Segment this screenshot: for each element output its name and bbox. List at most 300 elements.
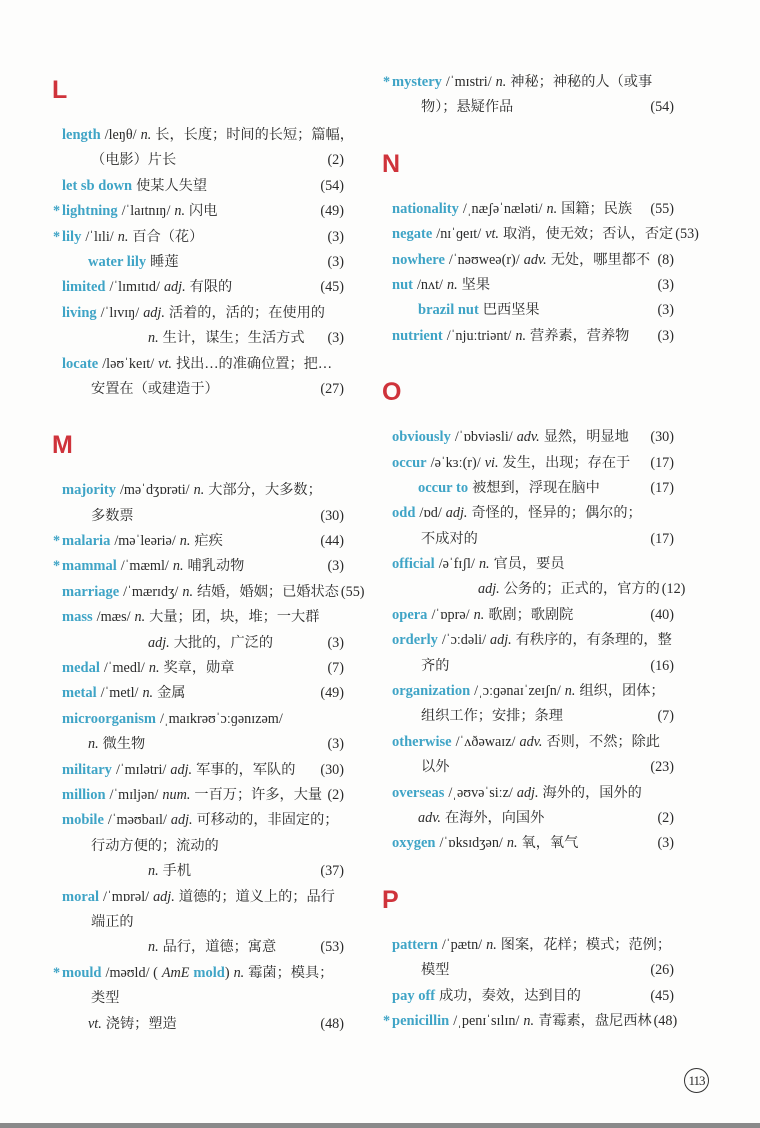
glossary-entry-line xyxy=(56,605,344,630)
entry-text xyxy=(392,679,674,704)
unit-reference: (27) xyxy=(320,380,344,397)
definition: 活着的，活的；在使用的 xyxy=(168,304,325,321)
glossary-entry-line xyxy=(383,70,674,95)
headword: obviously xyxy=(392,429,451,446)
definition: 在海外，向国外 xyxy=(444,809,545,826)
phonetic: /məˈleəriə/ xyxy=(114,533,176,550)
asterisk-marker: * xyxy=(383,1012,391,1029)
part-of-speech: n. xyxy=(546,200,558,217)
glossary-entry-line xyxy=(386,476,674,501)
headword: medal xyxy=(62,660,100,677)
entry-text xyxy=(392,1009,652,1034)
definition: 行动方便的；流动的 xyxy=(91,837,219,854)
definition: 睡莲 xyxy=(150,253,179,270)
glossary-entry-line xyxy=(56,631,344,656)
entry-text xyxy=(88,732,325,757)
glossary-entry-line xyxy=(386,577,686,602)
part-of-speech: adj. xyxy=(490,632,512,649)
headword: odd xyxy=(392,505,416,522)
glossary-entry-line xyxy=(386,603,674,628)
part-of-speech: n. xyxy=(140,127,152,143)
headword: let sb down xyxy=(62,177,133,194)
letter-section-heading xyxy=(52,47,344,123)
phonetic: /ˈpætn/ xyxy=(441,936,483,953)
definition: 使某人失望 xyxy=(136,177,208,194)
unit-reference: (7) xyxy=(657,708,674,725)
phonetic: /ɒd/ xyxy=(419,505,442,522)
part-of-speech: n. xyxy=(182,583,193,600)
headword: official xyxy=(392,556,435,573)
headword: organization xyxy=(392,683,471,700)
definition: 公务的；正式的，官方的 xyxy=(503,581,660,598)
phonetic: /ˈlɪli/ xyxy=(85,228,114,245)
entry-text xyxy=(418,654,648,679)
glossary-entry-line xyxy=(56,377,344,402)
phonetic: /ˈmærɪdʒ/ xyxy=(123,583,179,600)
definition: 组织工作；安排；条理 xyxy=(421,708,563,725)
entry-text xyxy=(62,199,318,224)
entry-text xyxy=(392,70,674,95)
entry-text xyxy=(62,301,344,326)
definition: 模型 xyxy=(421,962,450,979)
definition: 显然，明显地 xyxy=(543,429,629,446)
entry-text xyxy=(62,707,344,732)
definition: 找出…的准确位置；把… xyxy=(175,355,333,372)
headword: majority xyxy=(62,482,116,499)
headword: pattern xyxy=(392,936,438,953)
entry-text xyxy=(392,425,648,450)
glossary-entry-line xyxy=(386,654,674,679)
phonetic: /ˌpenɪˈsɪlɪn/ xyxy=(453,1012,520,1029)
entry-text xyxy=(418,704,655,729)
glossary-entry-line xyxy=(56,707,344,732)
entry-text xyxy=(62,123,354,148)
unit-reference: (3) xyxy=(327,558,344,575)
headword: otherwise xyxy=(392,733,452,750)
phonetic: /ˈʌðəwaɪz/ xyxy=(455,733,516,750)
glossary-entry-line xyxy=(56,174,344,199)
glossary-entry-line xyxy=(56,580,365,605)
definition: 神秘；神秘的人（或事 xyxy=(510,74,653,90)
headword: living xyxy=(62,304,97,321)
glossary-entry-line xyxy=(383,1009,678,1034)
unit-reference: (30) xyxy=(320,761,344,778)
definition: 大量；团，块，堆；一大群 xyxy=(149,609,320,626)
phonetic: /məʊld/ ( xyxy=(105,964,158,981)
entry-text xyxy=(62,605,344,630)
glossary-entry-line xyxy=(386,933,674,958)
headword: mold xyxy=(193,964,225,981)
definition: 成功，奏效，达到目的 xyxy=(439,987,581,1004)
phonetic: /ˈmæml/ xyxy=(120,558,169,575)
glossary-entry-line xyxy=(56,859,344,884)
headword: limited xyxy=(62,279,106,296)
definition: 无处，哪里都不 xyxy=(550,251,651,268)
glossary-entry-line xyxy=(56,834,344,859)
part-of-speech: adj. xyxy=(170,761,193,778)
entry-text xyxy=(88,504,318,529)
definition: 氧，氧气 xyxy=(521,835,579,852)
part-of-speech: adv. xyxy=(519,733,543,750)
entry-text xyxy=(62,352,344,377)
headword: occur to xyxy=(418,479,469,496)
entry-text xyxy=(88,250,325,275)
headword: mystery xyxy=(392,74,442,90)
phonetic: /ˈlaɪtnɪŋ/ xyxy=(121,203,171,220)
part-of-speech: vt. xyxy=(158,355,172,372)
unit-reference: (44) xyxy=(320,533,344,550)
entry-text xyxy=(392,933,674,958)
entry-text xyxy=(62,174,318,199)
glossary-entry-line xyxy=(386,628,674,653)
definition: 歌剧；歌剧院 xyxy=(488,606,574,623)
entry-text xyxy=(62,580,339,605)
part-of-speech: n. xyxy=(506,835,518,852)
part-of-speech: n. xyxy=(515,327,527,344)
glossary-entry-line xyxy=(56,504,344,529)
glossary-entry-line xyxy=(56,808,344,833)
unit-reference: (54) xyxy=(320,177,344,194)
definition: 结婚，婚姻；已婚状态 xyxy=(196,583,339,600)
part-of-speech: n. xyxy=(564,683,576,700)
unit-reference: (12) xyxy=(661,581,686,598)
asterisk-marker: * xyxy=(53,964,61,981)
phonetic: /ˈnəʊweə(r)/ xyxy=(448,251,520,268)
definition: 手机 xyxy=(162,863,192,880)
phonetic: ) xyxy=(224,964,230,981)
asterisk-marker: * xyxy=(53,228,61,245)
part-of-speech: adv. xyxy=(418,809,441,826)
glossary-entry-line xyxy=(386,222,699,247)
unit-reference: (3) xyxy=(327,228,344,245)
glossary-entry-line xyxy=(386,781,674,806)
entry-text xyxy=(148,326,325,351)
headword: million xyxy=(62,786,106,803)
definition: 取消，使无效；否认，否定 xyxy=(502,226,674,243)
headword: overseas xyxy=(392,784,445,801)
unit-reference: (3) xyxy=(657,302,674,319)
part-of-speech: n. xyxy=(179,533,191,550)
definition: 国籍；民族 xyxy=(561,200,633,217)
part-of-speech: adv. xyxy=(523,251,547,268)
phonetic: /ˈlɪmɪtɪd/ xyxy=(109,279,160,296)
glossary-column-right xyxy=(382,70,699,1034)
phonetic: /nʌt/ xyxy=(416,276,443,293)
phonetic: /ˈmɪljən/ xyxy=(109,786,159,803)
unit-reference: (48) xyxy=(653,1012,678,1029)
phonetic: /ˈɒbviəsli/ xyxy=(454,429,513,446)
unit-reference: (45) xyxy=(650,987,674,1004)
phonetic: /ləʊˈkeɪt/ xyxy=(102,355,155,372)
glossary-entry-line xyxy=(56,478,344,503)
headword: moral xyxy=(62,888,100,905)
entry-text xyxy=(392,248,655,273)
phonetic: /ˌmaɪkrəʊˈɔːɡənɪzəm/ xyxy=(159,710,283,727)
phonetic: /ˈmɒrəl/ xyxy=(103,888,150,905)
letter-heading-text: L xyxy=(52,76,68,104)
entry-text xyxy=(392,451,648,476)
glossary-entry-line xyxy=(53,529,344,554)
definition: 长，长度；时间的长短；篇幅， xyxy=(155,127,354,143)
phonetic: /ˈɒksɪdʒən/ xyxy=(439,835,503,852)
definition: 有限的 xyxy=(189,279,233,296)
phonetic: /məˈdʒɒrəti/ xyxy=(119,482,190,499)
phonetic: /ˈmɪstri/ xyxy=(445,74,492,90)
definition: 营养素，营养物 xyxy=(530,327,630,344)
part-of-speech: adj. xyxy=(148,634,170,651)
headword: oxygen xyxy=(392,835,436,852)
definition: 巴西坚果 xyxy=(482,302,540,319)
entry-text xyxy=(88,148,325,173)
headword: nutrient xyxy=(392,327,443,344)
entry-text xyxy=(392,273,655,298)
definition: 大批的，广泛的 xyxy=(173,634,274,651)
unit-reference: (23) xyxy=(650,759,674,776)
page-edge xyxy=(0,1123,760,1128)
unit-reference: (2) xyxy=(327,152,344,169)
definition: 被想到，浮现在脑中 xyxy=(472,479,600,496)
glossary-entry-line xyxy=(56,250,344,275)
glossary-entry-line xyxy=(53,225,344,250)
entry-text xyxy=(62,656,325,681)
unit-reference: (53) xyxy=(675,226,699,243)
glossary-entry-line xyxy=(386,755,674,780)
entry-text xyxy=(88,377,318,402)
headword: marriage xyxy=(62,583,120,600)
part-of-speech: num. xyxy=(162,786,191,803)
unit-reference: (3) xyxy=(657,835,674,852)
headword: lightning xyxy=(62,203,118,220)
entry-text xyxy=(62,275,318,300)
definition: 金属 xyxy=(157,685,186,702)
unit-reference: (3) xyxy=(657,276,674,293)
part-of-speech: vt. xyxy=(485,226,499,243)
glossary-entry-line xyxy=(386,248,674,273)
glossary-entry-line xyxy=(386,806,674,831)
glossary-entry-line xyxy=(56,910,344,935)
entry-text xyxy=(88,1012,318,1037)
headword: orderly xyxy=(392,632,438,649)
headword: mobile xyxy=(62,812,104,829)
entry-text xyxy=(62,681,318,706)
unit-reference: (48) xyxy=(320,1015,344,1032)
asterisk-marker: * xyxy=(53,558,61,575)
definition: 一百万；许多，大量 xyxy=(194,786,323,803)
headword: length xyxy=(62,127,101,143)
glossary-entry-line xyxy=(56,986,344,1011)
unit-reference: (2) xyxy=(327,786,344,803)
unit-reference: (7) xyxy=(327,660,344,677)
glossary-entry-line xyxy=(386,831,674,856)
phonetic: /ˈmedl/ xyxy=(103,660,145,677)
unit-reference: (55) xyxy=(650,200,674,217)
part-of-speech: adv. xyxy=(516,429,540,446)
unit-reference: (30) xyxy=(320,507,344,524)
glossary-entry-line xyxy=(56,352,344,377)
entry-text xyxy=(392,984,648,1009)
glossary-column-left xyxy=(52,47,365,1037)
glossary-entry-line xyxy=(386,501,674,526)
entry-text xyxy=(148,859,318,884)
part-of-speech: n. xyxy=(88,736,99,753)
entry-text xyxy=(88,986,344,1011)
letter-heading-text: O xyxy=(382,378,402,407)
definition: 有秩序的，有条理的，整 xyxy=(515,632,672,649)
glossary-entry-line xyxy=(56,681,344,706)
part-of-speech: n. xyxy=(233,964,245,981)
glossary-entry-line xyxy=(53,199,344,224)
part-of-speech: adj. xyxy=(516,784,539,801)
glossary-entry-line xyxy=(386,679,674,704)
glossary-entry-line xyxy=(386,197,674,222)
entry-text xyxy=(418,755,648,780)
headword: metal xyxy=(62,685,97,702)
headword: malaria xyxy=(62,533,111,550)
part-of-speech: n. xyxy=(148,863,159,880)
entry-text xyxy=(392,781,674,806)
entry-text xyxy=(148,631,325,656)
entry-text xyxy=(392,197,648,222)
definition: 霉菌；模具； xyxy=(248,964,334,981)
definition: 军事的，军队的 xyxy=(196,761,296,778)
glossary-entry-line xyxy=(56,935,344,960)
entry-text xyxy=(62,758,318,783)
definition: 物）；悬疑作品 xyxy=(421,99,514,116)
unit-reference: (17) xyxy=(650,479,674,496)
definition: 安置在（或建造于） xyxy=(91,380,219,397)
unit-reference: (3) xyxy=(657,327,674,344)
phonetic: /ˌəʊvəˈsiːz/ xyxy=(448,784,513,801)
headword: pay off xyxy=(392,987,436,1004)
unit-reference: (49) xyxy=(320,685,344,702)
part-of-speech: n. xyxy=(134,609,146,626)
phonetic: /ˈnjuːtriənt/ xyxy=(446,327,512,344)
page-number: 113 xyxy=(684,1068,709,1093)
headword: opera xyxy=(392,606,428,623)
unit-reference: (40) xyxy=(650,606,674,623)
definition: 道德的；道义上的；品行 xyxy=(178,888,335,905)
definition: 疟疾 xyxy=(194,533,223,550)
entry-text xyxy=(392,628,674,653)
glossary-entry-line xyxy=(386,552,674,577)
entry-text xyxy=(62,478,344,503)
headword: mass xyxy=(62,609,93,626)
entry-text xyxy=(392,603,648,628)
phonetic: /ˈlɪvɪŋ/ xyxy=(100,304,140,321)
definition: 官员，要员 xyxy=(493,556,565,573)
glossary-entry-line xyxy=(56,885,344,910)
part-of-speech: n. xyxy=(193,482,205,499)
entry-text xyxy=(418,298,655,323)
part-of-speech: n. xyxy=(148,939,159,956)
letter-section-heading xyxy=(382,121,674,197)
definition: 类型 xyxy=(91,990,120,1007)
entry-text xyxy=(88,910,344,935)
unit-reference: (8) xyxy=(657,251,674,268)
definition: 可移动的，非固定的； xyxy=(196,812,339,829)
glossary-entry-line xyxy=(386,527,674,552)
phonetic: /əˈfɪʃl/ xyxy=(438,556,475,573)
phonetic: /nɪˈɡeɪt/ xyxy=(436,226,482,243)
definition: 多数票 xyxy=(91,507,134,524)
headword: nut xyxy=(392,276,413,293)
part-of-speech: vi. xyxy=(484,454,499,471)
part-of-speech: n. xyxy=(172,558,184,575)
definition: 以外 xyxy=(421,759,450,776)
phonetic: /ˈmɪlətri/ xyxy=(115,761,167,778)
unit-reference: (17) xyxy=(650,454,674,471)
headword: lily xyxy=(62,228,82,245)
glossary-entry-line xyxy=(56,783,344,808)
unit-reference: (3) xyxy=(327,634,344,651)
definition: 图案，花样；模式；范例； xyxy=(500,936,672,953)
headword: occur xyxy=(392,454,427,471)
glossary-entry-line xyxy=(53,554,344,579)
entry-text xyxy=(392,552,674,577)
headword: brazil nut xyxy=(418,302,479,319)
part-of-speech: n. xyxy=(148,330,159,347)
unit-reference: (3) xyxy=(327,330,344,347)
entry-text xyxy=(88,834,344,859)
headword: locate xyxy=(62,355,99,372)
part-of-speech: adj. xyxy=(445,505,468,522)
glossary-entry-line xyxy=(56,732,344,757)
glossary-entry-line xyxy=(56,1012,344,1037)
glossary-entry-line xyxy=(56,758,344,783)
definition: 发生，出现；存在于 xyxy=(502,454,631,471)
phonetic: /ˈɒprə/ xyxy=(431,606,470,623)
part-of-speech: adj. xyxy=(143,304,165,321)
unit-reference: (17) xyxy=(650,530,674,547)
part-of-speech: adj. xyxy=(163,279,186,296)
definition: 奖章，勋章 xyxy=(163,660,235,677)
unit-reference: (54) xyxy=(650,99,674,116)
glossary-entry-line xyxy=(56,148,344,173)
phonetic: /mæs/ xyxy=(96,609,131,626)
part-of-speech: vt. xyxy=(88,1015,102,1032)
headword: mould xyxy=(62,964,102,981)
part-of-speech: adj. xyxy=(153,888,175,905)
part-of-speech: n. xyxy=(478,556,490,573)
letter-heading-text: N xyxy=(382,149,401,178)
glossary-entry-line xyxy=(56,656,344,681)
headword: nowhere xyxy=(392,251,445,268)
definition: 闪电 xyxy=(189,203,218,220)
unit-reference: (55) xyxy=(340,583,365,600)
glossary-entry-line xyxy=(386,324,674,349)
part-of-speech: n. xyxy=(142,685,154,702)
asterisk-marker: * xyxy=(53,203,61,220)
part-of-speech: n. xyxy=(174,203,186,220)
entry-text xyxy=(392,831,655,856)
phonetic: /ˌɔːɡənaɪˈzeɪʃn/ xyxy=(474,683,561,700)
headword: mammal xyxy=(62,558,117,575)
entry-text xyxy=(418,806,655,831)
headword: military xyxy=(62,761,112,778)
definition: 不成对的 xyxy=(421,530,478,547)
glossary-entry-line xyxy=(386,984,674,1009)
phonetic: /ˈmetl/ xyxy=(100,685,139,702)
part-of-speech: AmE xyxy=(161,964,190,981)
definition: 浇铸；塑造 xyxy=(105,1015,177,1032)
entry-text xyxy=(148,935,318,960)
unit-reference: (2) xyxy=(657,809,674,826)
glossary-entry-line xyxy=(53,961,344,986)
unit-reference: (53) xyxy=(320,939,344,956)
definition: 奇怪的，怪异的；偶尔的； xyxy=(471,505,642,522)
asterisk-marker: * xyxy=(53,533,61,550)
unit-reference: (37) xyxy=(320,863,344,880)
